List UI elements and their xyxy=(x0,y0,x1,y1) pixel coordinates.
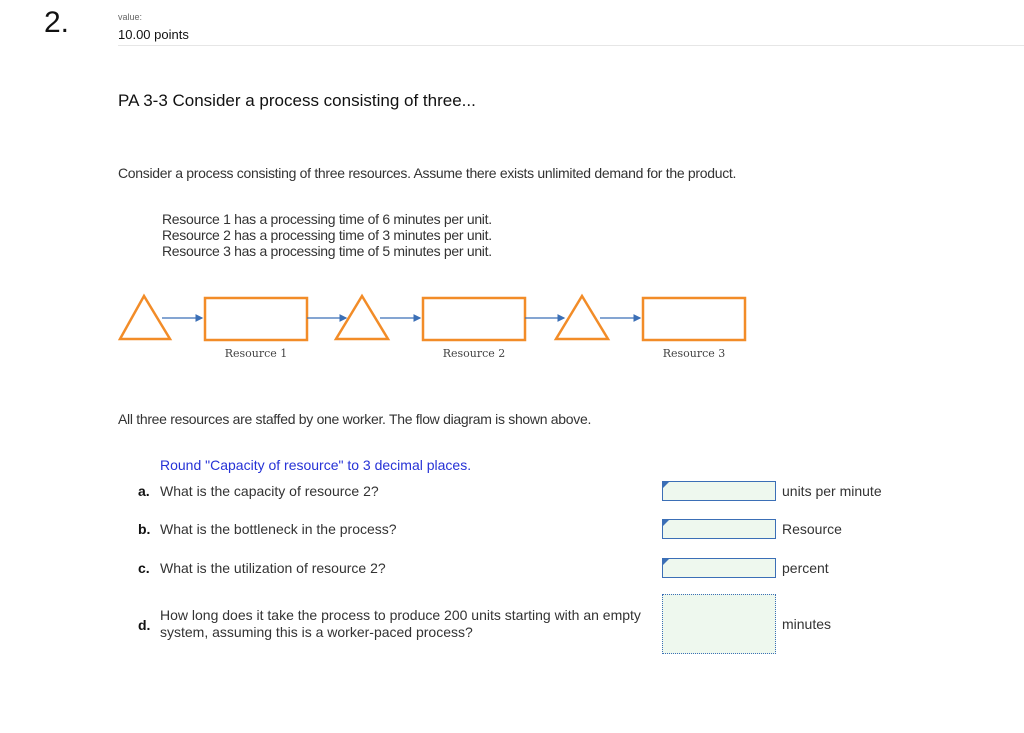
answer-b-input[interactable] xyxy=(662,519,776,539)
staffing-text: All three resources are staffed by one worker. The flow diagram is shown above. xyxy=(118,411,592,427)
answer-d-input[interactable] xyxy=(662,594,776,654)
input-flag-icon xyxy=(663,482,669,488)
answer-b-unit: Resource xyxy=(782,521,842,537)
question-b-text: What is the bottleneck in the process? xyxy=(160,521,397,537)
input-flag-icon xyxy=(663,559,669,565)
process-flow-diagram xyxy=(110,282,760,367)
points-value: 10.00 points xyxy=(118,27,189,42)
resource-list xyxy=(162,211,492,259)
intro-text: Consider a process consisting of three resources. Assume there exists unlimited demand for the product. xyxy=(118,165,737,181)
resource-3-label: Resource 3 xyxy=(662,347,726,360)
resource-1-box xyxy=(205,298,307,340)
answer-a-input[interactable] xyxy=(662,481,776,501)
question-c-letter: c. xyxy=(138,560,150,576)
input-flag-icon xyxy=(663,520,669,526)
answer-c-input[interactable] xyxy=(662,558,776,578)
resource-line-2: Resource 2 has a processing time of 3 minutes per unit. xyxy=(162,227,492,243)
resource-1-label: Resource 1 xyxy=(224,347,288,360)
rounding-instruction: Round "Capacity of resource" to 3 decimal places. xyxy=(160,457,472,473)
question-number: 2. xyxy=(44,6,70,39)
value-label: value: xyxy=(118,12,143,22)
resource-2-box xyxy=(423,298,525,340)
answer-d-unit: minutes xyxy=(782,616,832,632)
resource-line-1: Resource 1 has a processing time of 6 minutes per unit. xyxy=(162,211,492,227)
question-d-text: How long does it take the process to produce 200 units starting with an empty system, assuming this is a worker-paced process? xyxy=(160,607,641,640)
question-a-text: What is the capacity of resource 2? xyxy=(160,483,379,499)
answer-c-unit: percent xyxy=(782,560,829,576)
question-b-letter: b. xyxy=(138,521,151,537)
resource-3-box xyxy=(643,298,745,340)
answer-a-unit: units per minute xyxy=(782,483,882,499)
question-c-text: What is the utilization of resource 2? xyxy=(160,560,386,576)
header-divider xyxy=(118,45,1024,46)
resource-line-3: Resource 3 has a processing time of 5 minutes per unit. xyxy=(162,243,492,259)
question-a-letter: a. xyxy=(138,483,150,499)
question-d-letter: d. xyxy=(138,617,151,633)
question-title: PA 3-3 Consider a process consisting of three... xyxy=(118,91,476,110)
resource-2-label: Resource 2 xyxy=(442,347,506,360)
